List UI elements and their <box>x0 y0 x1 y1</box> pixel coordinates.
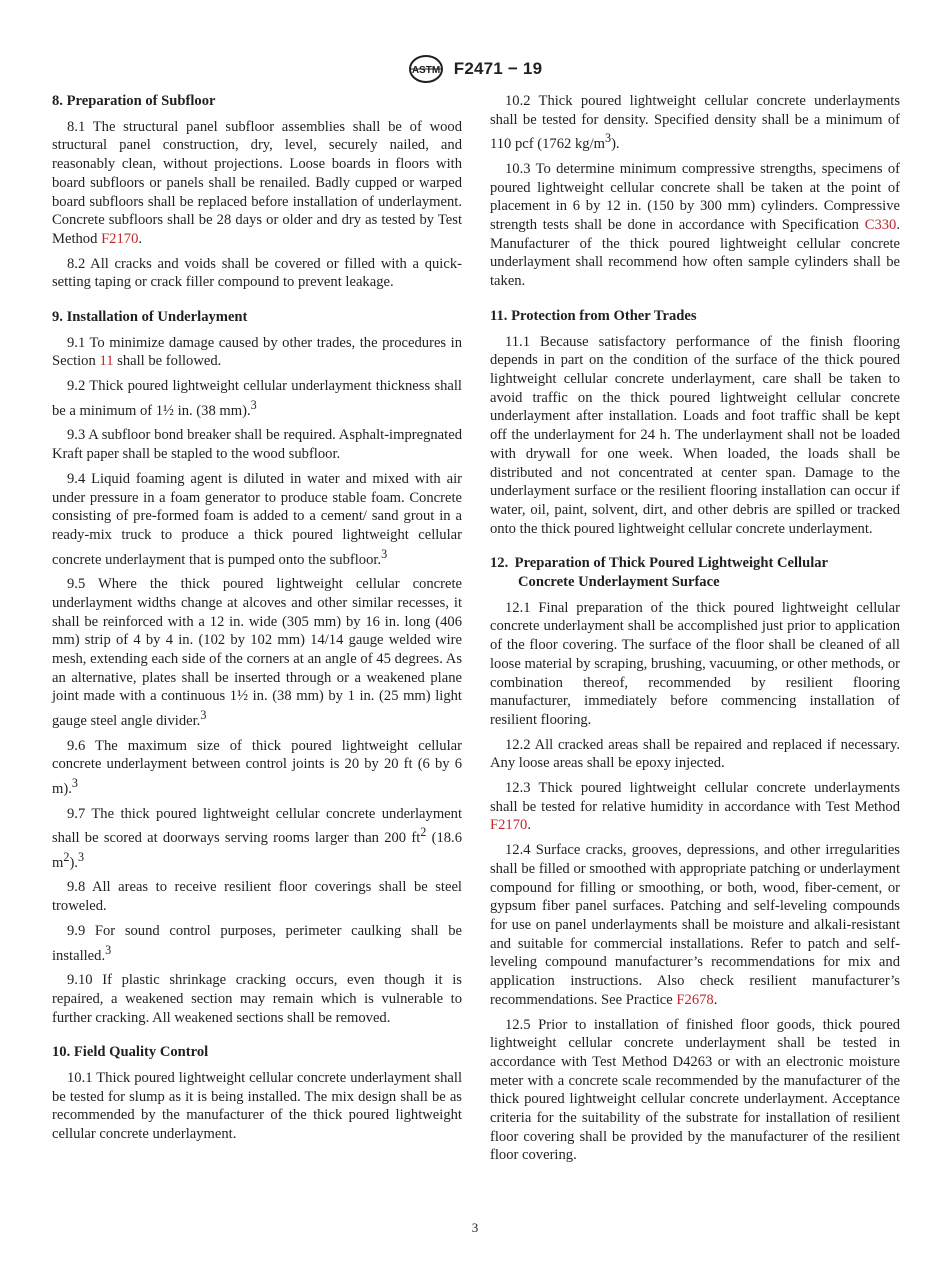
paragraph-9-1: 9.1 To minimize damage caused by other trades, the procedures in Section 11 shall be followed. <box>52 334 462 370</box>
section-11-heading: 11. Protection from Other Trades <box>490 307 697 324</box>
link-f2678[interactable]: F2678 <box>676 991 714 1008</box>
paragraph-9-4: 9.4 Liquid foaming agent is diluted in water and mixed with air under pressure in a foam generator to produce stable foam. Concrete consisting of pre-formed foam is added to a cement/ sand grout in a ready-mix truck to produce a thick poured lightweight cellular concrete underlayment that is pumped onto the subfloor.$^3$ <box>52 470 462 568</box>
paragraph-10-3: 10.3 To determine minimum compressive strengths, specimens of poured lightweight cellular concrete shall be taken at the point of placement in 6 by 12 in. (150 by 300 mm) cylinders. Compressive strength tests shall be done in accordance with Specification C330. Manufacturer of the thick poured lightweight cellular concrete underlayment shall recommend how often sample cylinders shall be taken. <box>490 160 900 290</box>
paragraph-9-5: 9.5 Where the thick poured lightweight cellular concrete underlayment widths change at alcoves and other similar recesses, it shall be reinforced with a 12 in. wide (305 mm) by 16 in. long (406 mm) strip of 4 by 4 in. (102 by 102 mm) 14/14 gauge welded wire mesh, extending each side of the corners at an angle of 45 degrees. As an alternative, plates shall be inserted through or a weakened plane joint made with a continuous 1½ in. (38 mm) by 1 in. (25 mm) light gauge steel angle divider.$^3$ <box>52 576 462 729</box>
footnote-ref: 3 <box>200 708 207 723</box>
footnote-ref: 3 <box>105 942 112 957</box>
paragraph-9-10: 9.10 If plastic shrinkage cracking occurs, even though it is repaired, a weakened section may remain which is vulnerable to further cracking. All weakened sections shall be removed. <box>52 972 462 1026</box>
astm-logo-icon <box>408 54 444 84</box>
paragraph-12-2: 12.2 All cracked areas shall be repaired and replaced if necessary. Any loose areas shall be epoxy injected. <box>490 736 900 772</box>
section-12-heading: 12. Preparation of Thick Poured Lightweight Cellular Concrete Underlayment Surface <box>490 555 829 591</box>
footnote-ref: 3 <box>250 397 257 412</box>
paragraph-9-8: 9.8 All areas to receive resilient floor coverings shall be steel troweled. <box>52 879 462 915</box>
paragraph-9-9: 9.9 For sound control purposes, perimeter caulking shall be installed.$^3$ <box>52 922 462 964</box>
section-10-heading: 10. Field Quality Control <box>52 1044 209 1061</box>
paragraph-8-1: 8.1 The structural panel subfloor assemblies shall be of wood structural panel construction, dry, level, securely nailed, and reasonably clean, without projections. Loose boards in floors with board subfloors or panels shall be renailed. Badly cupped or warped board subfloors shall be replaced before installation of underlayment. Concrete subfloors shall be 28 days or older and dry as tested by Test Method F2170. <box>52 118 462 247</box>
paragraph-12-1: 12.1 Final preparation of the thick poured lightweight cellular concrete underlayment shall be accomplished just prior to application of the floor covering. The surface of the floor shall be cleaned of all loose material by scraping, brushing, vacuuming, or other methods, or combination thereof, recommended by resilient flooring manufacturer, immediately before commencing installation of resilient flooring. <box>490 599 900 728</box>
paragraph-8-2: 8.2 All cracks and voids shall be covered or filled with a quick-setting taping or crack filler compound to prevent leakage. <box>52 255 462 291</box>
paragraph-9-6: 9.6 The maximum size of thick poured lightweight cellular concrete underlayment between control joints is 20 by 20 ft (6 by 6 m).$^3$ <box>52 737 462 797</box>
paragraph-11-1: 11.1 Because satisfactory performance of the finish flooring depends in part on the condition of the surface of the thick poured lightweight cellular concrete underlayment, care shall be taken to avoid traffic on the thick poured lightweight cellular concrete underlayment after installation. Loads and foot traffic shall be kept off the underlayment for 24 h. The underlayment shall not be loaded with drywall for one week. When loaded, the loads shall be distributed and not concentrated at center span. Damage to the underlayment surface or the resilient flooring installation can occur if water, oil, paint, solvent, dirt, and other debris are spilled or tracked onto the thick poured lightweight cellular concrete underlayment. <box>490 333 900 537</box>
footnote-ref: 3 <box>71 776 78 791</box>
link-f2170[interactable]: F2170 <box>490 817 528 834</box>
svg-text:ASTM: ASTM <box>411 65 440 76</box>
paragraph-12-5: 12.5 Prior to installation of finished floor goods, thick poured lightweight cellular concrete underlayment shall be tested in accordance with Test Method D4263 or with an electronic moisture meter with a concrete scale recommended by the manufacturer of the thick poured lightweight cellular concrete underlayment. Acceptance criteria for the suitability of the substrate for installation of resilient floor covering shall be provided by the manufacturer of the resilient floor covering. <box>490 1016 900 1164</box>
section-9-heading: 9. Installation of Underlayment <box>52 309 248 326</box>
left-column <box>52 92 462 1150</box>
paragraph-9-2: 9.2 Thick poured lightweight cellular underlayment thickness shall be a minimum of 1½ in. (38 mm).$^3$ <box>52 378 462 419</box>
paragraph-10-2: 10.2 Thick poured lightweight cellular concrete underlayments shall be tested for density. Specified density shall be a minimum of 110 pcf (1762 $kg/m^3$). <box>490 93 900 153</box>
page-number: 3 <box>471 1220 479 1235</box>
paragraph-9-7: 9.7 The thick poured lightweight cellular concrete underlayment shall be scored at doorways serving rooms larger than 200 $ft^2$ (18.6 $m^2).^3$ <box>52 805 462 871</box>
paragraph-12-3: 12.3 Thick poured lightweight cellular concrete underlayments shall be tested for relative humidity in accordance with Test Method F2170. <box>490 780 900 834</box>
link-f2170[interactable]: F2170 <box>101 230 139 247</box>
link-section-11[interactable]: 11 <box>99 353 114 370</box>
footnote-ref: 3 <box>77 849 85 864</box>
page-header <box>0 54 950 84</box>
paragraph-10-1: 10.1 Thick poured lightweight cellular concrete underlayment shall be tested for slump as it is being installed. The mix design shall be as recommended by the manufacturer of the thick poured lightweight cellular concrete underlayment. <box>52 1069 462 1143</box>
document-id: F2471 − 19 <box>453 59 543 78</box>
right-column <box>490 92 900 1171</box>
paragraph-9-3: 9.3 A subfloor bond breaker shall be required. Asphalt-impregnated Kraft paper shall be stapled to the wood subfloor. <box>52 427 462 463</box>
paragraph-12-4: 12.4 Surface cracks, grooves, depressions, and other irregularities shall be filled or smoothed with appropriate patching or underlayment compound for filling or smoothing, or both, wood, fiber-cement, or gypsum fiber panel surfaces. Patching and self-leveling compounds for use on panel underlayments shall be moisture and alkali-resistant and suitable for commercial installations. Refer to patch and self-leveling compound manufacturer’s recommendations for mix and application instructions. Also check resilient manufacturer’s recommendations. See Practice F2678. <box>490 842 900 1008</box>
section-8-heading: 8. Preparation of Subfloor <box>52 93 216 109</box>
link-c330[interactable]: C330 <box>864 217 897 234</box>
footnote-ref: 3 <box>381 546 388 561</box>
